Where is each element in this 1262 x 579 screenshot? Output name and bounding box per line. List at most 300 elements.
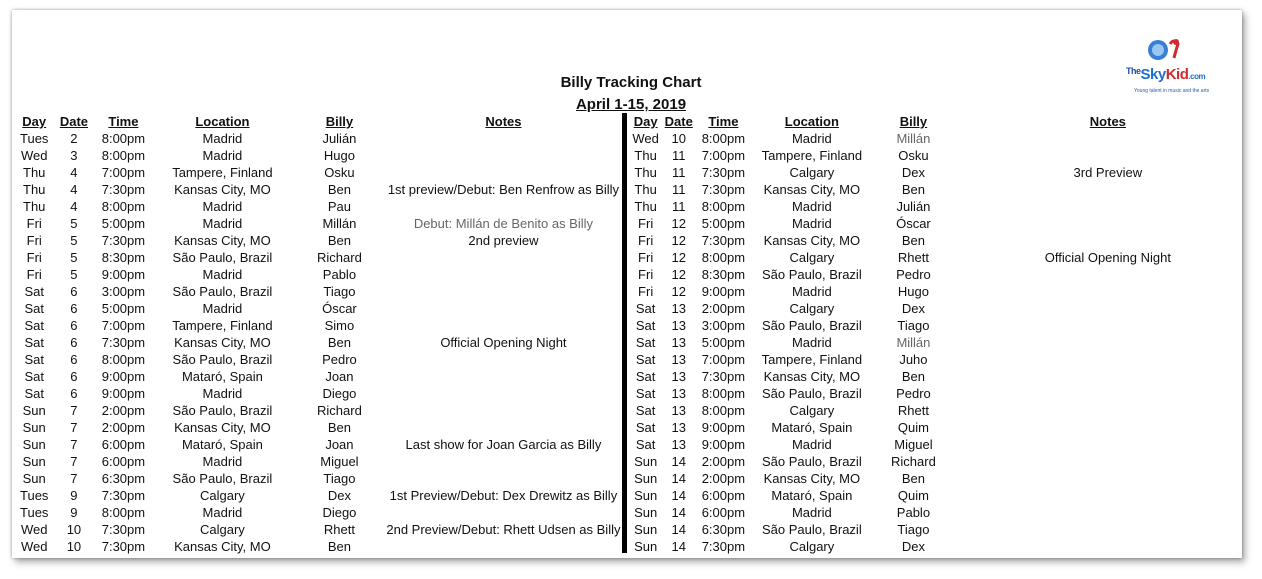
table-row xyxy=(20,215,625,232)
time-cell: 5:00pm xyxy=(101,301,146,316)
day-cell: Fri xyxy=(638,216,654,231)
date-cell: 5 xyxy=(70,233,78,248)
date-cell: 12 xyxy=(671,267,686,282)
day-cell: Thu xyxy=(23,165,46,180)
time-cell: 7:30pm xyxy=(701,182,746,197)
time-cell: 5:00pm xyxy=(701,335,746,350)
day-cell: Fri xyxy=(26,216,42,231)
day-cell: Sat xyxy=(635,352,656,367)
time-cell: 7:30pm xyxy=(101,522,146,537)
date-cell: 14 xyxy=(671,488,686,503)
billy-cell: Ben xyxy=(327,233,351,248)
date-cell: 13 xyxy=(671,420,686,435)
billy-cell: Pedro xyxy=(896,386,931,401)
table-row xyxy=(20,147,625,164)
notes-cell xyxy=(381,283,625,300)
day-cell: Thu xyxy=(634,148,657,163)
day-cell: Sat xyxy=(635,437,656,452)
billy-cell: Tiago xyxy=(323,284,356,299)
schedule-table-left xyxy=(20,113,625,555)
day-cell: Tues xyxy=(20,505,49,520)
table-row xyxy=(20,385,625,402)
notes-cell xyxy=(954,368,1262,385)
location-cell: Kansas City, MO xyxy=(763,233,861,248)
header-row xyxy=(20,113,625,130)
table-row xyxy=(630,419,1262,436)
date-cell: 11 xyxy=(671,165,686,180)
date-cell: 2 xyxy=(70,131,78,146)
time-cell: 9:00pm xyxy=(701,284,746,299)
notes-cell xyxy=(954,402,1262,419)
day-cell: Fri xyxy=(26,267,42,282)
billy-cell: Óscar xyxy=(322,301,357,316)
notes-cell xyxy=(954,300,1262,317)
time-cell: 6:00pm xyxy=(701,488,746,503)
location-cell: Kansas City, MO xyxy=(763,471,861,486)
notes-cell xyxy=(954,419,1262,436)
date-cell: 4 xyxy=(70,165,78,180)
time-cell: 8:30pm xyxy=(101,250,146,265)
notes-cell xyxy=(954,283,1262,300)
billy-cell: Richard xyxy=(891,454,936,469)
notes-cell xyxy=(381,351,625,368)
table-row xyxy=(20,300,625,317)
date-header: Date xyxy=(59,114,89,129)
location-cell: São Paulo, Brazil xyxy=(761,522,862,537)
day-cell: Thu xyxy=(634,182,657,197)
chart-subtitle: April 1-15, 2019 xyxy=(575,96,687,113)
location-cell: Kansas City, MO xyxy=(174,539,271,554)
day-cell: Tues xyxy=(20,131,49,146)
billy-cell: Joan xyxy=(325,437,354,452)
location-cell: Madrid xyxy=(202,301,243,316)
day-cell: Wed xyxy=(20,148,48,163)
date-cell: 5 xyxy=(70,216,78,231)
day-cell: Sat xyxy=(635,301,656,316)
notes-cell xyxy=(954,436,1262,453)
day-cell: Sat xyxy=(24,335,44,350)
location-cell: São Paulo, Brazil xyxy=(761,386,862,401)
billy-cell: Tiago xyxy=(897,318,930,333)
notes-cell xyxy=(954,521,1262,538)
billy-cell: Diego xyxy=(322,505,357,520)
day-cell: Sat xyxy=(635,420,656,435)
billy-cell: Pedro xyxy=(896,267,931,282)
billy-cell: Osku xyxy=(898,148,929,163)
notes-cell xyxy=(954,130,1262,147)
location-cell: Kansas City, MO xyxy=(174,335,271,350)
billy-cell: Tiago xyxy=(897,522,930,537)
table-row xyxy=(630,283,1262,300)
day-cell: Sun xyxy=(634,471,658,486)
location-cell: São Paulo, Brazil xyxy=(172,352,273,367)
notes-cell xyxy=(954,232,1262,249)
time-cell: 8:00pm xyxy=(701,386,746,401)
location-cell: Madrid xyxy=(202,148,243,163)
location-cell: São Paulo, Brazil xyxy=(172,284,273,299)
table-row xyxy=(630,453,1262,470)
table-row xyxy=(630,487,1262,504)
time-cell: 8:30pm xyxy=(701,267,746,282)
location-cell: Madrid xyxy=(202,131,243,146)
date-cell: 7 xyxy=(70,437,78,452)
billy-cell: Richard xyxy=(317,403,362,418)
time-cell: 7:30pm xyxy=(101,182,146,197)
notes-cell: Official Opening Night xyxy=(1044,250,1171,265)
time-cell: 9:00pm xyxy=(101,369,146,384)
table-row xyxy=(20,436,625,453)
time-cell: 7:00pm xyxy=(101,165,146,180)
date-cell: 12 xyxy=(671,284,686,299)
notes-cell xyxy=(381,198,625,215)
time-cell: 7:30pm xyxy=(101,233,146,248)
billy-cell: Rhett xyxy=(323,522,355,537)
notes-cell: Official Opening Night xyxy=(440,335,567,350)
day-cell: Wed xyxy=(20,522,48,537)
date-cell: 13 xyxy=(671,369,686,384)
date-cell: 10 xyxy=(66,539,82,554)
billy-cell: Dex xyxy=(901,539,925,554)
billy-cell: Rhett xyxy=(897,250,929,265)
day-cell: Sun xyxy=(22,454,46,469)
date-cell: 12 xyxy=(671,250,686,265)
location-cell: Madrid xyxy=(202,199,243,214)
day-cell: Thu xyxy=(23,182,46,197)
notes-cell: 2nd Preview/Debut: Rhett Udsen as Billy xyxy=(386,522,621,537)
table-row xyxy=(630,249,1262,266)
location-cell: São Paulo, Brazil xyxy=(172,403,273,418)
billy-cell: Óscar xyxy=(896,216,931,231)
time-cell: 7:30pm xyxy=(701,233,746,248)
time-cell: 8:00pm xyxy=(701,403,746,418)
billy-cell: Millán xyxy=(896,335,931,350)
notes-cell xyxy=(381,402,625,419)
day-cell: Fri xyxy=(638,250,654,265)
time-header: Time xyxy=(708,114,739,129)
time-cell: 7:30pm xyxy=(101,335,146,350)
logo-wordmark: $^{The}$SkyKid.com xyxy=(1126,66,1206,83)
notes-cell xyxy=(954,470,1262,487)
location-cell: Madrid xyxy=(791,335,832,350)
notes-cell xyxy=(381,453,625,470)
time-cell: 2:00pm xyxy=(701,301,746,316)
date-cell: 13 xyxy=(671,352,686,367)
billy-cell: Miguel xyxy=(320,454,359,469)
table-row xyxy=(20,334,625,351)
location-cell: Tampere, Finland xyxy=(761,352,863,367)
location-cell: Madrid xyxy=(202,267,243,282)
location-cell: Mataró, Spain xyxy=(181,369,263,384)
time-cell: 8:00pm xyxy=(101,352,146,367)
time-header: Time xyxy=(108,114,139,129)
time-cell: 7:30pm xyxy=(701,539,746,554)
billy-cell: Pedro xyxy=(322,352,357,367)
date-cell: 6 xyxy=(70,318,78,333)
date-cell: 4 xyxy=(70,182,78,197)
day-header: Day xyxy=(22,114,47,129)
time-cell: 9:00pm xyxy=(701,420,746,435)
table-row xyxy=(20,317,625,334)
location-cell: Kansas City, MO xyxy=(763,369,861,384)
day-cell: Sat xyxy=(635,369,656,384)
time-cell: 2:00pm xyxy=(101,403,146,418)
time-cell: 8:00pm xyxy=(101,505,146,520)
notes-cell xyxy=(381,130,625,147)
table-row xyxy=(630,198,1262,215)
time-cell: 6:00pm xyxy=(101,437,146,452)
location-cell: Mataró, Spain xyxy=(181,437,263,452)
notes-cell xyxy=(954,487,1262,504)
table-row xyxy=(20,351,625,368)
billy-cell: Miguel xyxy=(894,437,933,452)
billy-cell: Dex xyxy=(327,488,351,503)
table-row xyxy=(630,368,1262,385)
location-cell: Madrid xyxy=(202,386,243,401)
day-cell: Sat xyxy=(24,284,44,299)
time-cell: 7:00pm xyxy=(701,352,746,367)
location-cell: Tampere, Finland xyxy=(761,148,863,163)
table-row xyxy=(20,283,625,300)
table-row xyxy=(630,215,1262,232)
location-cell: Kansas City, MO xyxy=(174,420,271,435)
date-cell: 12 xyxy=(671,216,686,231)
day-cell: Sun xyxy=(634,488,658,503)
billy-cell: Juho xyxy=(899,352,928,367)
billy-cell: Diego xyxy=(322,386,357,401)
notes-cell xyxy=(954,147,1262,164)
notes-cell xyxy=(954,266,1262,283)
date-cell: 11 xyxy=(671,199,686,214)
notes-cell xyxy=(381,419,625,436)
time-cell: 2:00pm xyxy=(701,454,746,469)
time-cell: 3:00pm xyxy=(701,318,746,333)
location-cell: Kansas City, MO xyxy=(763,182,861,197)
location-cell: Madrid xyxy=(202,216,243,231)
date-cell: 7 xyxy=(70,471,78,486)
billy-cell: Quim xyxy=(897,420,929,435)
billy-cell: Ben xyxy=(901,182,925,197)
billy-cell: Ben xyxy=(901,471,925,486)
notes-cell xyxy=(381,385,625,402)
table-row xyxy=(630,436,1262,453)
location-header: Location xyxy=(195,114,250,129)
location-cell: São Paulo, Brazil xyxy=(761,267,862,282)
time-cell: 5:00pm xyxy=(101,216,146,231)
table-row xyxy=(20,181,625,198)
notes-cell xyxy=(954,538,1262,555)
date-cell: 7 xyxy=(70,403,78,418)
table-row xyxy=(630,521,1262,538)
day-cell: Fri xyxy=(638,267,654,282)
date-cell: 6 xyxy=(70,386,78,401)
day-cell: Sun xyxy=(22,471,46,486)
table-row xyxy=(20,487,625,504)
day-cell: Sun xyxy=(634,522,658,537)
table-row xyxy=(630,402,1262,419)
notes-cell xyxy=(381,249,625,266)
billy-cell: Rhett xyxy=(897,403,929,418)
notes-cell xyxy=(954,198,1262,215)
location-cell: Tampere, Finland xyxy=(172,318,273,333)
date-cell: 5 xyxy=(70,267,78,282)
time-cell: 8:00pm xyxy=(701,131,746,146)
day-cell: Sat xyxy=(24,369,44,384)
time-cell: 8:00pm xyxy=(701,250,746,265)
location-header: Location xyxy=(784,114,839,129)
date-cell: 13 xyxy=(671,318,686,333)
billy-cell: Pablo xyxy=(896,505,931,520)
notes-cell xyxy=(381,266,625,283)
date-cell: 3 xyxy=(70,148,78,163)
theskykid-logo[interactable] xyxy=(1126,38,1234,98)
location-cell: Madrid xyxy=(791,505,832,520)
location-cell: São Paulo, Brazil xyxy=(761,454,862,469)
time-cell: 7:30pm xyxy=(701,369,746,384)
day-header: Day xyxy=(633,114,658,129)
date-cell: 10 xyxy=(671,131,686,146)
billy-cell: Richard xyxy=(317,250,362,265)
notes-cell xyxy=(954,504,1262,521)
table-row xyxy=(20,368,625,385)
billy-cell: Hugo xyxy=(897,284,929,299)
notes-cell: 1st Preview/Debut: Dex Drewitz as Billy xyxy=(389,488,618,503)
day-cell: Thu xyxy=(634,165,657,180)
date-cell: 14 xyxy=(671,454,686,469)
billy-cell: Millán xyxy=(896,131,931,146)
time-cell: 7:30pm xyxy=(101,488,146,503)
billy-cell: Osku xyxy=(324,165,355,180)
table-row xyxy=(630,130,1262,147)
time-cell: 3:00pm xyxy=(101,284,146,299)
day-cell: Sat xyxy=(635,403,656,418)
notes-cell xyxy=(381,317,625,334)
date-cell: 6 xyxy=(70,284,78,299)
location-cell: Calgary xyxy=(789,250,835,265)
table-row xyxy=(630,334,1262,351)
date-cell: 9 xyxy=(70,488,78,503)
location-cell: São Paulo, Brazil xyxy=(172,250,273,265)
table-row xyxy=(20,232,625,249)
location-cell: São Paulo, Brazil xyxy=(172,471,273,486)
date-cell: 13 xyxy=(671,335,686,350)
table-row xyxy=(630,538,1262,555)
time-cell: 9:00pm xyxy=(701,437,746,452)
notes-cell xyxy=(954,453,1262,470)
date-header: Date xyxy=(664,114,693,129)
table-row xyxy=(630,504,1262,521)
location-cell: Tampere, Finland xyxy=(172,165,273,180)
day-cell: Thu xyxy=(23,199,46,214)
date-cell: 9 xyxy=(70,505,78,520)
table-row xyxy=(20,164,625,181)
time-cell: 8:00pm xyxy=(101,131,146,146)
time-cell: 8:00pm xyxy=(701,199,746,214)
day-cell: Sat xyxy=(24,352,44,367)
chart-title: Billy Tracking Chart xyxy=(560,74,702,91)
location-cell: Madrid xyxy=(202,505,243,520)
day-cell: Thu xyxy=(634,199,657,214)
date-cell: 6 xyxy=(70,369,78,384)
notes-cell xyxy=(954,351,1262,368)
location-cell: Madrid xyxy=(791,131,832,146)
table-row xyxy=(20,504,625,521)
time-cell: 6:30pm xyxy=(101,471,146,486)
day-cell: Sun xyxy=(22,437,46,452)
billy-cell: Millán xyxy=(322,216,357,231)
location-cell: Kansas City, MO xyxy=(174,233,271,248)
table-row xyxy=(20,402,625,419)
table-row xyxy=(20,130,625,147)
location-cell: Calgary xyxy=(789,301,835,316)
day-cell: Sat xyxy=(24,301,44,316)
billy-cell: Hugo xyxy=(323,148,355,163)
time-cell: 7:30pm xyxy=(701,165,746,180)
billy-cell: Julián xyxy=(896,199,931,214)
table-row xyxy=(630,470,1262,487)
time-cell: 9:00pm xyxy=(101,386,146,401)
table-row xyxy=(630,351,1262,368)
time-cell: 6:00pm xyxy=(101,454,146,469)
time-cell: 8:00pm xyxy=(101,199,146,214)
table-row xyxy=(630,147,1262,164)
day-cell: Sat xyxy=(635,318,656,333)
table-row xyxy=(20,419,625,436)
billy-cell: Dex xyxy=(901,165,925,180)
billy-cell: Ben xyxy=(327,182,351,197)
date-cell: 14 xyxy=(671,539,686,554)
time-cell: 7:00pm xyxy=(701,148,746,163)
day-cell: Sun xyxy=(634,505,658,520)
location-cell: Madrid xyxy=(791,199,832,214)
billy-cell: Ben xyxy=(327,539,351,554)
day-cell: Tues xyxy=(20,488,49,503)
date-cell: 13 xyxy=(671,386,686,401)
date-cell: 7 xyxy=(70,420,78,435)
billy-header: Billy xyxy=(899,114,928,129)
notes-cell xyxy=(381,147,625,164)
date-cell: 7 xyxy=(70,454,78,469)
column-divider xyxy=(622,113,627,553)
time-cell: 6:30pm xyxy=(701,522,746,537)
time-cell: 7:30pm xyxy=(101,539,146,554)
notes-cell xyxy=(954,181,1262,198)
billy-cell: Quim xyxy=(897,488,929,503)
day-cell: Fri xyxy=(638,284,654,299)
table-row xyxy=(20,266,625,283)
billy-cell: Pablo xyxy=(322,267,357,282)
date-cell: 10 xyxy=(66,522,82,537)
time-cell: 9:00pm xyxy=(101,267,146,282)
table-row xyxy=(20,470,625,487)
date-cell: 4 xyxy=(70,199,78,214)
time-cell: 2:00pm xyxy=(701,471,746,486)
location-cell: São Paulo, Brazil xyxy=(761,318,862,333)
notes-header: Notes xyxy=(485,114,522,129)
day-cell: Sat xyxy=(635,335,656,350)
date-cell: 14 xyxy=(671,505,686,520)
day-cell: Fri xyxy=(26,250,42,265)
table-row xyxy=(20,453,625,470)
notes-cell xyxy=(954,334,1262,351)
table-row xyxy=(20,521,625,538)
table-row xyxy=(630,385,1262,402)
time-cell: 8:00pm xyxy=(101,148,146,163)
time-cell: 2:00pm xyxy=(101,420,146,435)
notes-cell: 1st preview/Debut: Ben Renfrow as Billy xyxy=(387,182,620,197)
notes-cell: 2nd preview xyxy=(468,233,539,248)
billy-cell: Julián xyxy=(322,131,357,146)
billy-cell: Tiago xyxy=(323,471,356,486)
